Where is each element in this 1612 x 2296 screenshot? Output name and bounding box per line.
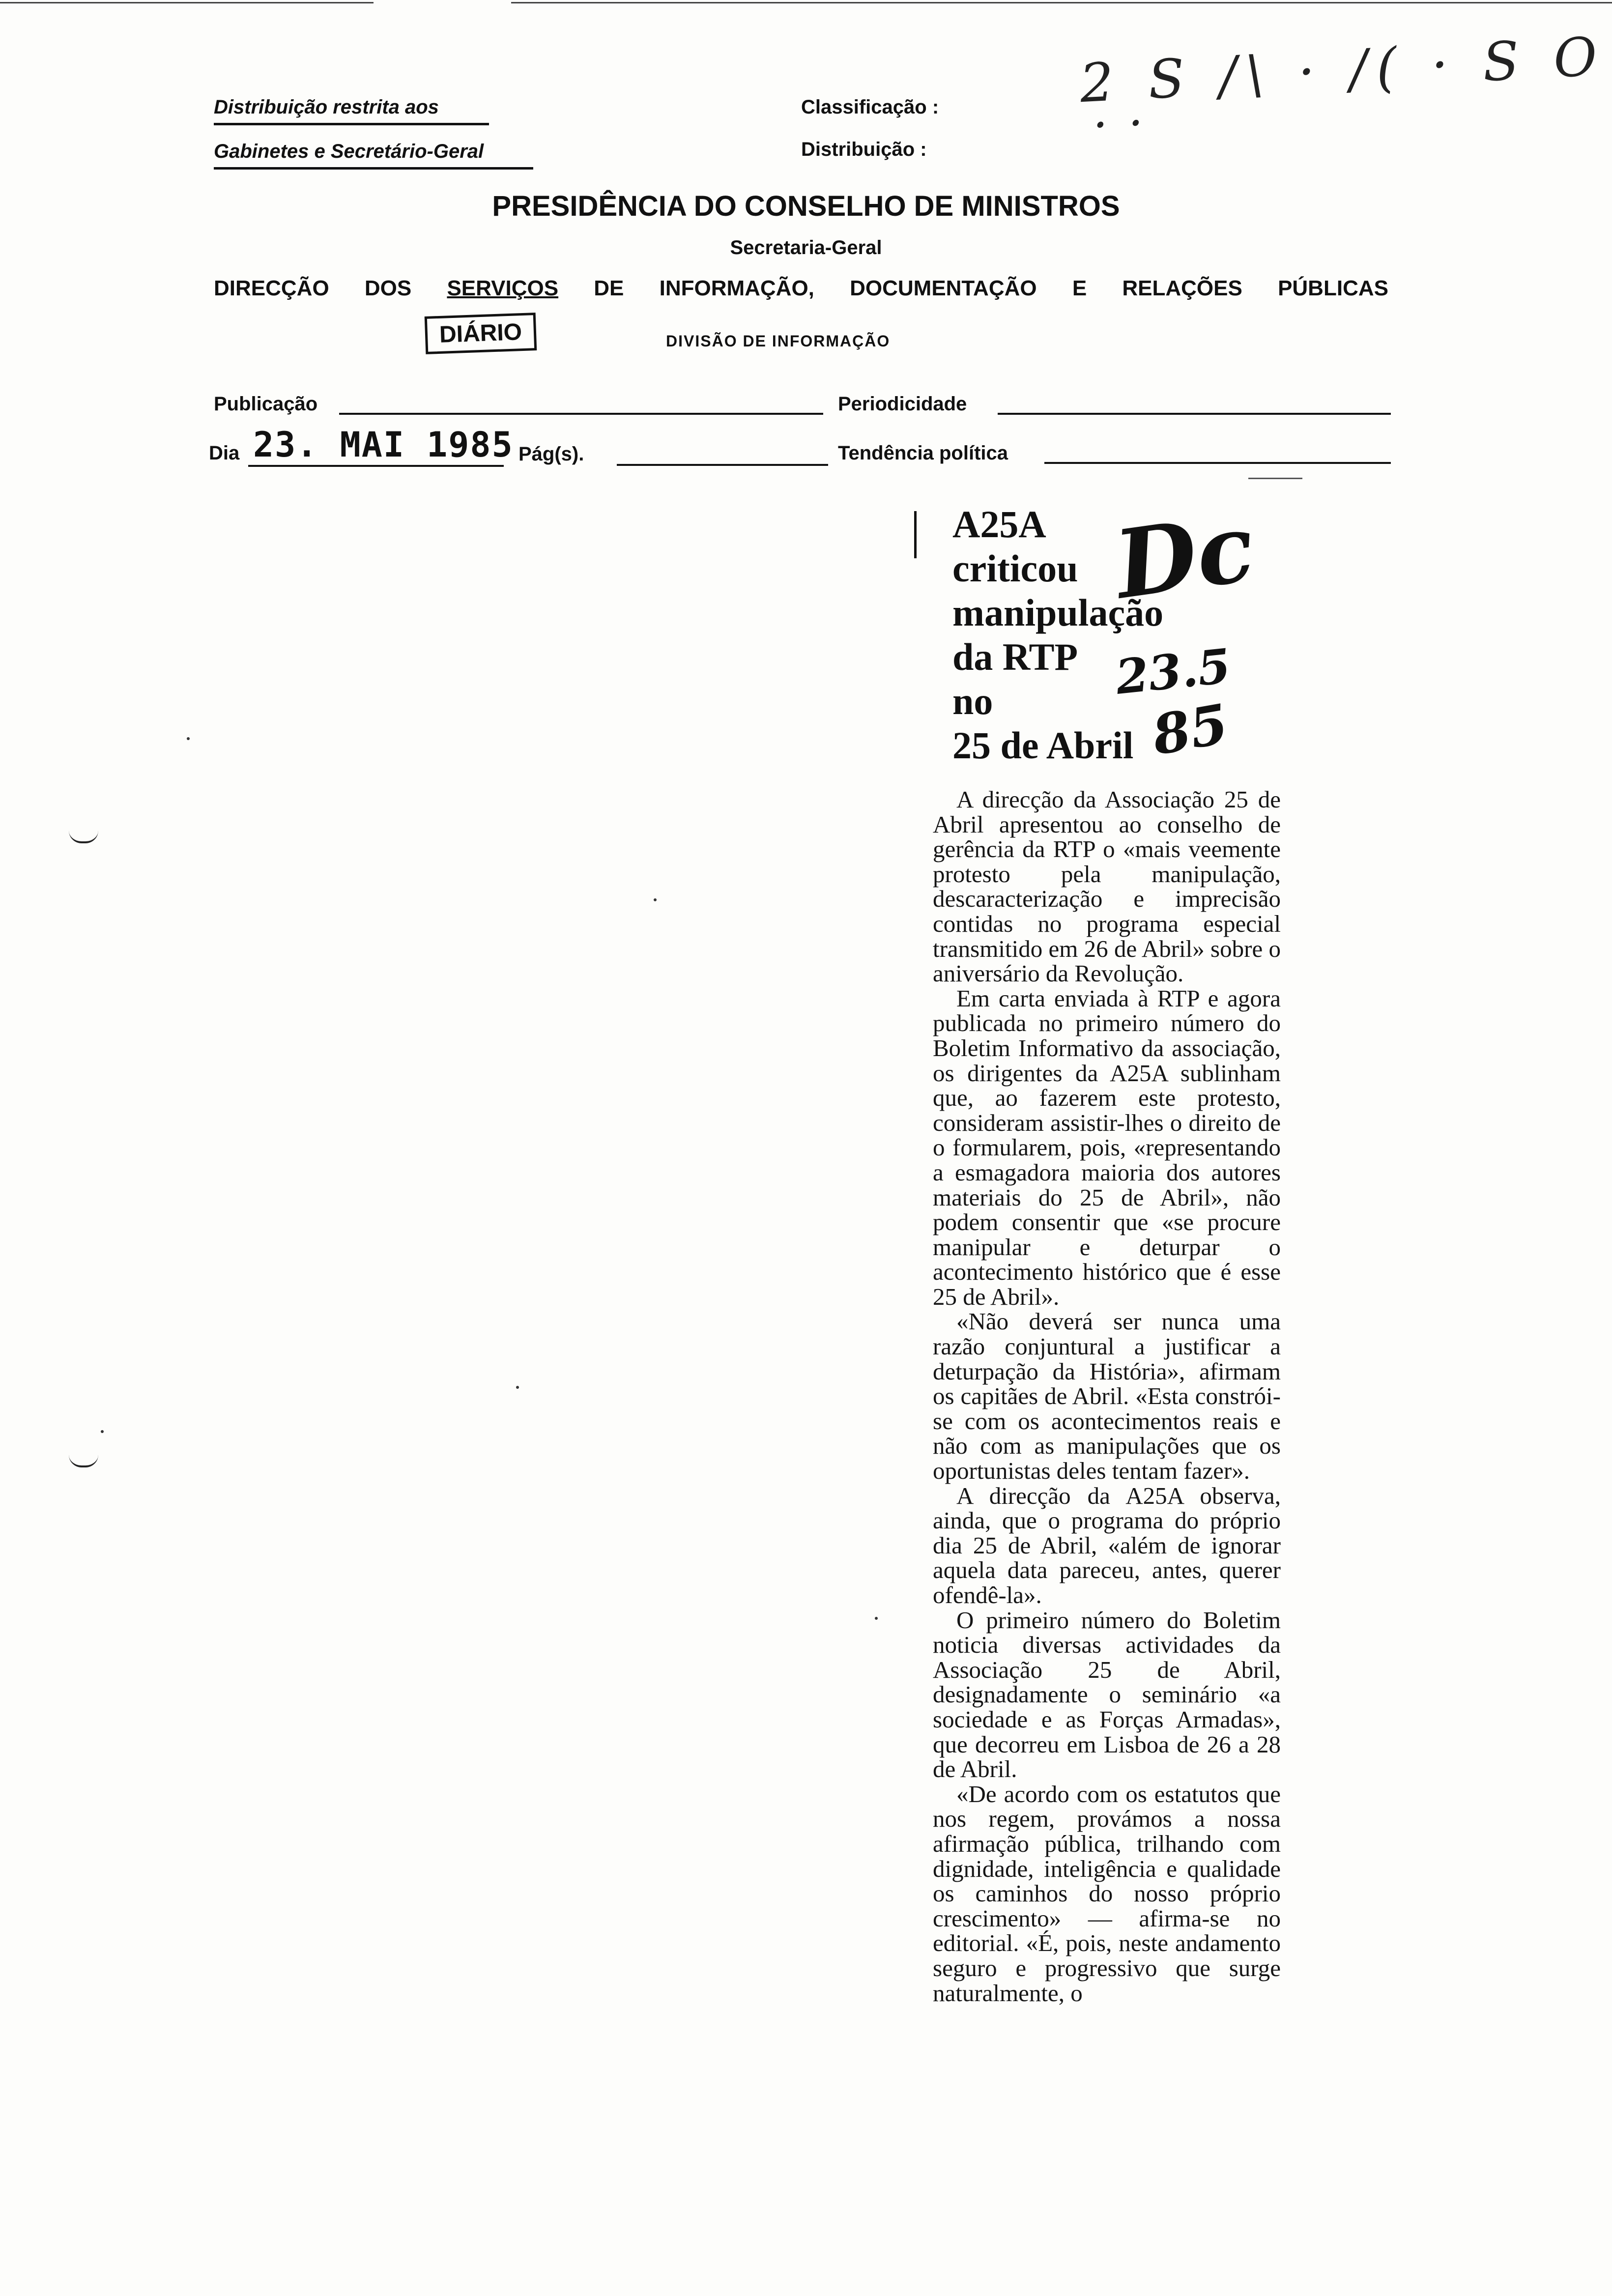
article-paragraph: A direcção da Associação 25 de Abril apresentou ao conselho de gerência da RTP o «mais veemente protesto pela manipulação, descaracterização e imprecisão contidas no programa especial transmitido em 26 de Abril» sobre o aniversário da Revolução. [933, 786, 1281, 987]
day-field-line [248, 465, 504, 467]
scan-mark [69, 831, 98, 843]
article-paragraph: Em carta enviada à RTP e agora publicada no primeiro número do Boletim Informativo da associação, os dirigentes da A25A sublinham que, ao fazerem este protesto, consideram assistir-lhes o direito de o formularem, pois, «representando a esmagadora maioria dos autores materiais do 25 de Abril», não podem consentir que «se procure manipular e deturpar o acontecimento histórico que é esse 25 de Abril». [933, 984, 1281, 1310]
periodicity-label: Periodicidade [838, 393, 967, 415]
margin-mark [914, 511, 917, 558]
handwritten-reference: 2 S /\ · /( · S O ˙˙ [1078, 26, 1608, 176]
scan-speck [875, 1617, 878, 1620]
restricted-distribution-text-1: Distribuição restrita aos [214, 96, 439, 118]
headline-line: da RTP [952, 635, 1078, 678]
tendency-field-line [1044, 462, 1391, 464]
article-body [933, 787, 1281, 2006]
department-word: PÚBLICAS [1278, 276, 1388, 300]
underline [214, 123, 489, 125]
day-label: Dia [209, 442, 240, 464]
article-paragraph: «De acordo com os estatutos que nos regem, provámos a nossa afirmação pública, trilhando com dignidade, inteligência e qualidade os caminhos do nosso próprio crescimento» — afirma-se no editorial. «É, pois, neste andamento seguro e progressivo que surge naturalmente, o [933, 1780, 1281, 2007]
restricted-distribution-line-2 [214, 141, 484, 163]
scan-speck [187, 737, 190, 740]
department-word: SERVIÇOS [447, 276, 559, 300]
top-border-line [511, 2, 1612, 3]
page-title: PRESIDÊNCIA DO CONSELHO DE MINISTROS [492, 190, 1120, 222]
division-label: DIVISÃO DE INFORMAÇÃO [666, 332, 891, 350]
pages-field-line [617, 464, 828, 466]
top-border-line [0, 2, 374, 3]
classification-label: Classificação : [801, 96, 939, 118]
scan-speck [101, 1430, 104, 1433]
tendency-label: Tendência política [838, 442, 1008, 464]
article-paragraph: O primeiro número do Boletim noticia diversas actividades da Associação 25 de Abril, designadamente o seminário «a sociedade e as Forças Armadas», que decorreu em Lisboa de 26 a 28 de Abril. [933, 1606, 1281, 1783]
pages-label: Pág(s). [518, 443, 584, 465]
department-word: RELAÇÕES [1122, 276, 1242, 300]
department-word: DOCUMENTAÇÃO [850, 276, 1037, 300]
handwritten-year: 85 [1147, 691, 1233, 768]
headline-line: 25 de Abril [952, 724, 1134, 767]
periodicity-field-line [998, 413, 1391, 415]
article-paragraph: «Não deverá ser nunca uma razão conjuntural a justificar a deturpação da História», afirmam os capitães de Abril. «Esta constrói-se com os acontecimentos reais e não com as manipulações que os oportunistas deles tentam fazer». [933, 1308, 1281, 1485]
department-word: INFORMAÇÃO, [659, 276, 814, 300]
headline-line: manipulação [952, 591, 1164, 634]
separator-rule [1248, 478, 1302, 479]
restricted-distribution-line-1 [214, 96, 439, 118]
department-word: DE [594, 276, 624, 300]
handwritten-date: 23.5 [1113, 638, 1234, 705]
headline-line: A25A [952, 503, 1046, 545]
department-word: DOS [364, 276, 412, 300]
department-word: DIRECÇÃO [214, 276, 329, 300]
underline [214, 167, 533, 170]
department-line [214, 276, 1388, 301]
headline-line: criticou [952, 547, 1078, 590]
department-word: E [1072, 276, 1087, 300]
scan-speck [516, 1386, 519, 1389]
restricted-distribution-text-2: Gabinetes e Secretário-Geral [214, 141, 484, 162]
publication-field-line [339, 413, 823, 415]
article-paragraph: A direcção da A25A observa, ainda, que o programa do próprio dia 25 de Abril, «além de ignorar aquela data pareceu, antes, querer ofendê-la». [933, 1482, 1281, 1608]
distribution-label: Distribuição : [801, 139, 927, 160]
scan-mark [69, 1455, 98, 1467]
headline-line: no [952, 680, 993, 722]
scan-speck [654, 898, 657, 901]
date-stamp-value: 23. MAI 1985 [253, 425, 514, 465]
diario-stamp: DIÁRIO [425, 313, 537, 354]
page-subtitle: Secretaria-Geral [730, 237, 882, 258]
handwritten-mark: Dc [1108, 492, 1261, 620]
publication-label: Publicação [214, 393, 318, 415]
